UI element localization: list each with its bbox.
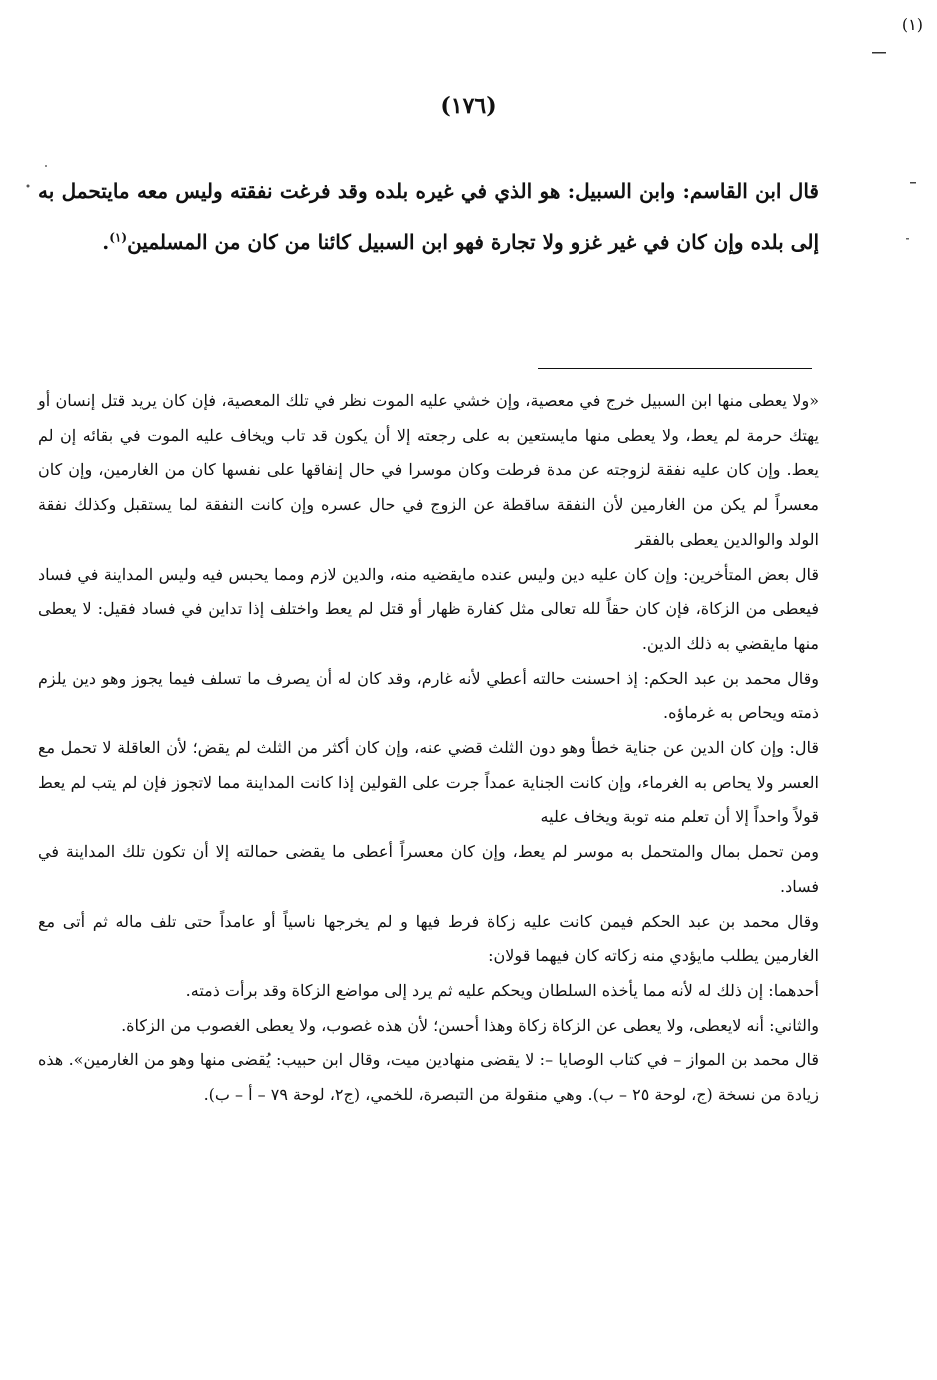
footnote-paragraph: قال محمد بن المواز – في كتاب الوصايا –: لا يقضى منهادين ميت، وقال ابن حبيب: يُقضى منها وهو من الغارمين». هذه زيادة من نسخة (ج، لوحة ٢٥ – ب). وهي منقولة من التبصرة، للخمي، (ج٢، لوحة ٧٩ – أ – ب).	[38, 1050, 819, 1105]
footnote-paragraph: «ولا يعطى منها ابن السبيل خرج في معصية، وإن خشي عليه الموت نظر في تلك المعصية، فإن كان يريد قتل إنسان أو يهتك حرمة لم يعط، ولا يعطى منها مايستعين به على رجعته إلا أن يكون قد تاب ويخاف عليه الموت في بقائه إن لم يعط. وإن كان عليه نفقة لزوجته عن مدة فرطت وكان موسرا في حال إنفاقها على نفسها كان من الغارمين، وإن كان معسراً لم يكن من الغارمين لأن النفقة ساقطة عن الزوج في حال عسره وإن كانت النفقة لما يستقبل وكذلك نفقة الولد والوالدين يعطى بالفقر	[38, 391, 819, 549]
main-body-text: قال ابن القاسم: وابن السبيل: هو الذي في غيره بلده وقد فرغت نفقته وليس معه مايتحمل به إلى بلده وإن كان في غير غزو ولا تجارة فهو ابن السبيل كائنا من كان من المسلمين	[38, 179, 819, 254]
footnote-marker: (١)	[901, 15, 923, 34]
footnote-paragraph: والثاني: أنه لايعطى، ولا يعطى عن الزكاة زكاة وهذا أحسن؛ لأن هذه غصوب، ولا يعطى الغصوب من الزكاة.	[121, 1015, 819, 1035]
footnote-paragraph: قال: وإن كان الدين عن جناية خطأ وهو دون الثلث قضي عنه، وإن كان أكثر من الثلث لم يقض؛ لأن العاقلة لا تحمل مع العسر ولا يحاص به الغرماء، وإن كانت الجناية عمداً جرت على القولين إذا كانت المداينة مما لاتجوز فإن لم يتب لم يعط قولاً واحداً إلا أن تعلم منه توبة ويخاف عليه	[38, 738, 819, 827]
footnote-reference[interactable]: (١)	[109, 230, 128, 245]
page-number: (١٧٦)	[440, 93, 497, 119]
footnote-paragraph: أحدهما: إن ذلك له لأنه مما يأخذه السلطان ويحكم عليه ثم يرد إلى مواضع الزكاة وقد برأت ذمته.	[185, 980, 819, 1000]
footnote-paragraph: قال بعض المتأخرين: وإن كان عليه دين وليس عنده مايقضيه منه، والدين لازم ومما يحبس فيه وليس المداينة في فساد فيعطى من الزكاة، فإن كان حقاً لله تعالى مثل كفارة ظهار أو قتل لم يعط واختلف إذا تداين في فساد فقيل: لا يعطى منها مايقضي به ذلك الدين.	[38, 564, 819, 653]
main-end-punct: .	[102, 230, 110, 254]
footnote-paragraph: وقال محمد بن عبد الحكم: إذ احسنت حالته أعطي لأنه غارم، وقد كان له أن يصرف ما تسلف فيما يجوز وهو دين يلزم ذمته ويحاص به غرماؤه.	[38, 668, 819, 723]
footnote-paragraph: ومن تحمل بمال والمتحمل به موسر لم يعط، وإن كان معسراً أعطى ما يقضى حمالته إلا أن تكون تلك المداينة في فساد.	[38, 842, 820, 896]
footnote-paragraph: وقال محمد بن عبد الحكم فيمن كانت عليه زكاة فرط فيها و لم يخرجها ناسياً أو عامداً حتى تلف ماله ثم أتى مع الغارمين يطلب مايؤدي منه زكاته كان فيهما قولان:	[38, 911, 819, 966]
